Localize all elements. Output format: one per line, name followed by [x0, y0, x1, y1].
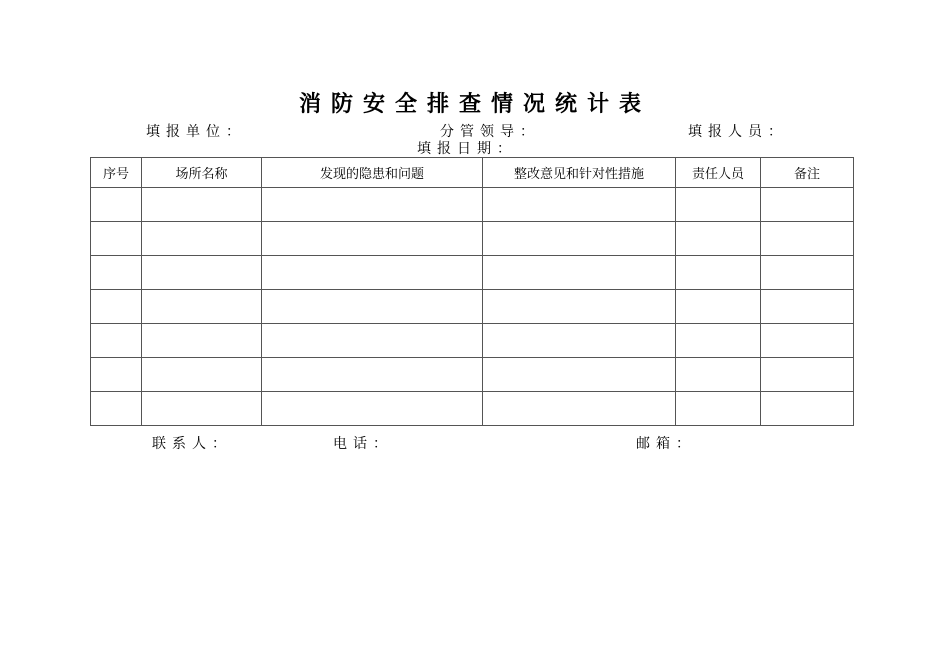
table-cell[interactable]: [142, 222, 262, 256]
table-cell[interactable]: [483, 324, 676, 358]
table-cell[interactable]: [262, 392, 483, 426]
table-cell[interactable]: [91, 358, 142, 392]
table-cell[interactable]: [142, 392, 262, 426]
filler-person-label: 填报人员：: [688, 124, 788, 140]
table-row: [91, 222, 854, 256]
table-cell[interactable]: [262, 222, 483, 256]
table-cell[interactable]: [483, 358, 676, 392]
table-cell[interactable]: [676, 358, 761, 392]
table-cell[interactable]: [483, 222, 676, 256]
header-venue-name: 场所名称: [142, 158, 262, 188]
table-cell[interactable]: [483, 256, 676, 290]
table-row: [91, 324, 854, 358]
table-cell[interactable]: [91, 188, 142, 222]
table-cell[interactable]: [91, 290, 142, 324]
table-cell[interactable]: [262, 256, 483, 290]
table-cell[interactable]: [483, 290, 676, 324]
header-responsible-person: 责任人员: [676, 158, 761, 188]
phone-label: 电话：: [333, 436, 393, 452]
table-cell[interactable]: [761, 358, 854, 392]
supervising-leader-label: 分管领导：: [440, 124, 540, 140]
table-cell[interactable]: [676, 222, 761, 256]
table-cell[interactable]: [142, 290, 262, 324]
table-cell[interactable]: [142, 188, 262, 222]
table-cell[interactable]: [761, 222, 854, 256]
header-serial-number: 序号: [91, 158, 142, 188]
header-remarks: 备注: [761, 158, 854, 188]
table-cell[interactable]: [761, 290, 854, 324]
table-cell[interactable]: [761, 324, 854, 358]
fill-unit-label: 填报单位：: [146, 124, 246, 140]
table-cell[interactable]: [142, 324, 262, 358]
table-cell[interactable]: [91, 324, 142, 358]
table-cell[interactable]: [676, 290, 761, 324]
table-cell[interactable]: [262, 290, 483, 324]
table-cell[interactable]: [91, 392, 142, 426]
form-title: 消防安全排查情况统计表: [298, 92, 651, 117]
table-cell[interactable]: [262, 324, 483, 358]
table-row: [91, 188, 854, 222]
table-row: [91, 358, 854, 392]
table-cell[interactable]: [142, 358, 262, 392]
table-row: [91, 256, 854, 290]
contact-person-label: 联系人：: [152, 436, 232, 452]
table-header-row: [91, 158, 854, 188]
table-cell[interactable]: [91, 222, 142, 256]
header-hazards-found: 发现的隐患和问题: [262, 158, 483, 188]
table-cell[interactable]: [483, 392, 676, 426]
table-cell[interactable]: [483, 188, 676, 222]
email-label: 邮箱：: [636, 436, 696, 452]
table-cell[interactable]: [262, 188, 483, 222]
table-cell[interactable]: [676, 392, 761, 426]
table-cell[interactable]: [676, 256, 761, 290]
table-row: [91, 392, 854, 426]
table-cell[interactable]: [676, 188, 761, 222]
inspection-table: [90, 157, 854, 426]
table-cell[interactable]: [142, 256, 262, 290]
fill-date-label: 填报日期：: [417, 141, 517, 157]
table-cell[interactable]: [761, 188, 854, 222]
table-cell[interactable]: [91, 256, 142, 290]
header-rectification-measures: 整改意见和针对性措施: [483, 158, 676, 188]
table-cell[interactable]: [761, 256, 854, 290]
table-cell[interactable]: [262, 358, 483, 392]
table-row: [91, 290, 854, 324]
table-cell[interactable]: [676, 324, 761, 358]
table-cell[interactable]: [761, 392, 854, 426]
